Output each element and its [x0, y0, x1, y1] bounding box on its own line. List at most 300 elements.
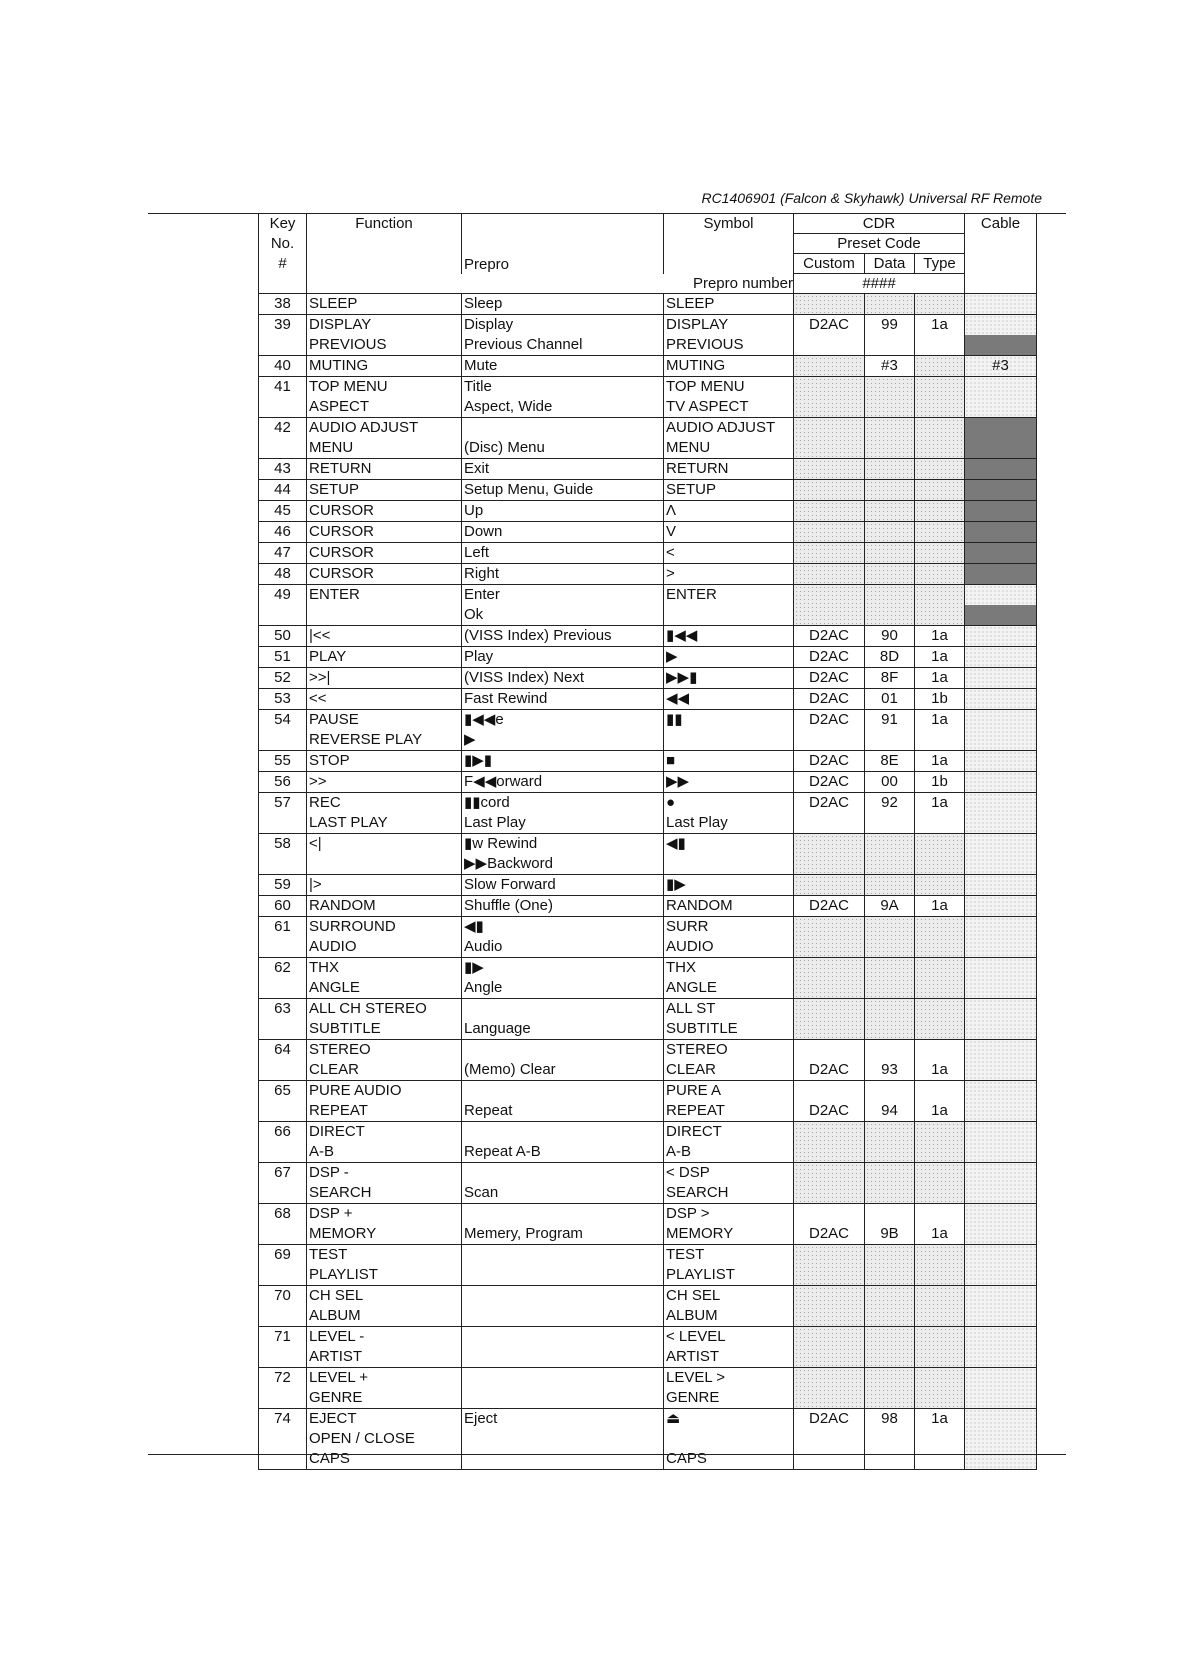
prepro-cell: [462, 1368, 664, 1409]
data-code-cell: 00: [865, 772, 915, 793]
function-cell: |>: [307, 875, 462, 896]
header-row-4: [259, 274, 1037, 294]
data-code-cell: [865, 1327, 915, 1368]
custom-code-cell: [794, 1327, 865, 1368]
symbol-cell: RETURN: [664, 459, 794, 480]
type-code-cell: [915, 377, 965, 418]
key-number-cell: 59: [259, 875, 307, 896]
data-code-cell: [865, 1163, 915, 1204]
table-row: [259, 522, 1037, 543]
table-row: [259, 501, 1037, 522]
symbol-cell: V: [664, 522, 794, 543]
custom-code-cell: [794, 543, 865, 564]
function-cell: REC LAST PLAY: [307, 793, 462, 834]
data-code-cell: [865, 501, 915, 522]
type-code-cell: [915, 1286, 965, 1327]
table-row: [259, 626, 1037, 647]
function-cell: DSP - SEARCH: [307, 1163, 462, 1204]
symbol-cell: ■: [664, 751, 794, 772]
symbol-cell: ▮▶: [664, 875, 794, 896]
key-number-cell: 65: [259, 1081, 307, 1122]
function-cell: EJECT OPEN / CLOSE CAPS: [307, 1409, 462, 1470]
custom-code-cell: [794, 834, 865, 875]
function-cell: PAUSE REVERSE PLAY: [307, 710, 462, 751]
table-row: [259, 1081, 1037, 1122]
type-code-cell: [915, 834, 965, 875]
data-code-cell: [865, 1286, 915, 1327]
prepro-cell: ◀▮ Audio: [462, 917, 664, 958]
table-row: [259, 834, 1037, 875]
function-cell: DSP + MEMORY: [307, 1204, 462, 1245]
custom-code-cell: D2AC: [794, 772, 865, 793]
key-number-cell: 58: [259, 834, 307, 875]
table-row: [259, 356, 1037, 377]
key-number-cell: 70: [259, 1286, 307, 1327]
data-code-cell: [865, 543, 915, 564]
function-cell: >>|: [307, 668, 462, 689]
symbol-cell: ▶▶▮: [664, 668, 794, 689]
key-number-cell: 46: [259, 522, 307, 543]
cable-cell: [965, 480, 1037, 501]
symbol-cell: SETUP: [664, 480, 794, 501]
table-row: [259, 315, 1037, 356]
function-cell: CURSOR: [307, 501, 462, 522]
cable-cell: #3: [965, 356, 1037, 377]
type-code-cell: 1b: [915, 689, 965, 710]
symbol-cell: THX ANGLE: [664, 958, 794, 999]
type-code-cell: [915, 356, 965, 377]
table-row: [259, 1245, 1037, 1286]
symbol-header: Symbol: [664, 214, 794, 274]
custom-code-cell: [794, 585, 865, 626]
symbol-cell: ▶▶: [664, 772, 794, 793]
prepro-cell: Down: [462, 522, 664, 543]
cable-cell: [965, 793, 1037, 834]
function-cell: RETURN: [307, 459, 462, 480]
type-header: Type: [915, 254, 965, 274]
function-cell: STOP: [307, 751, 462, 772]
data-code-cell: [865, 1245, 915, 1286]
key-number-cell: 52: [259, 668, 307, 689]
function-cell: ENTER: [307, 585, 462, 626]
custom-code-cell: [794, 958, 865, 999]
cable-cell: [965, 834, 1037, 875]
type-code-cell: [915, 1368, 965, 1409]
function-cell: DISPLAY PREVIOUS: [307, 315, 462, 356]
prepro-cell: Memery, Program: [462, 1204, 664, 1245]
prepro-cell: (Memo) Clear: [462, 1040, 664, 1081]
symbol-cell: SURR AUDIO: [664, 917, 794, 958]
key-number-cell: 43: [259, 459, 307, 480]
key-number-cell: 44: [259, 480, 307, 501]
prepro-cell: Exit: [462, 459, 664, 480]
data-code-cell: [865, 917, 915, 958]
function-cell: LEVEL - ARTIST: [307, 1327, 462, 1368]
cable-cell: [965, 377, 1037, 418]
key-number-cell: 63: [259, 999, 307, 1040]
data-code-cell: [865, 1368, 915, 1409]
type-code-cell: 1a: [915, 1040, 965, 1081]
cable-cell: [965, 772, 1037, 793]
custom-code-cell: D2AC: [794, 668, 865, 689]
table-row: [259, 917, 1037, 958]
cable-cell: [965, 917, 1037, 958]
key-number-cell: 61: [259, 917, 307, 958]
function-cell: AUDIO ADJUST MENU: [307, 418, 462, 459]
key-header: Key No. #: [259, 214, 307, 294]
function-cell: PURE AUDIO REPEAT: [307, 1081, 462, 1122]
symbol-cell: ▮▮: [664, 710, 794, 751]
prepro-cell: Mute: [462, 356, 664, 377]
type-code-cell: [915, 480, 965, 501]
table-row: [259, 689, 1037, 710]
type-code-cell: [915, 917, 965, 958]
key-number-cell: 45: [259, 501, 307, 522]
prepro-cell: (VISS Index) Previous: [462, 626, 664, 647]
prepro-cell: Language: [462, 999, 664, 1040]
prepro-cell: Right: [462, 564, 664, 585]
custom-code-cell: [794, 501, 865, 522]
table-row: [259, 647, 1037, 668]
key-number-cell: 57: [259, 793, 307, 834]
symbol-cell: MUTING: [664, 356, 794, 377]
table-row: [259, 1040, 1037, 1081]
table-row: [259, 459, 1037, 480]
data-code-cell: 8F: [865, 668, 915, 689]
type-code-cell: 1a: [915, 1204, 965, 1245]
cable-cell: [965, 1327, 1037, 1368]
cable-cell: [965, 564, 1037, 585]
data-code-cell: [865, 875, 915, 896]
data-code-cell: [865, 480, 915, 501]
function-cell: ALL CH STEREO SUBTITLE: [307, 999, 462, 1040]
custom-code-cell: D2AC: [794, 710, 865, 751]
data-code-cell: 9B: [865, 1204, 915, 1245]
table-row: [259, 418, 1037, 459]
data-code-cell: [865, 1122, 915, 1163]
table-row: [259, 1204, 1037, 1245]
prepro-cell: ▮▶▮: [462, 751, 664, 772]
data-code-cell: [865, 522, 915, 543]
table-row: [259, 896, 1037, 917]
custom-header: Custom: [794, 254, 865, 274]
prepro-cell: Enter Ok: [462, 585, 664, 626]
table-row: [259, 1409, 1037, 1470]
cable-cell: [965, 999, 1037, 1040]
prepro-cell: Up: [462, 501, 664, 522]
function-cell: SURROUND AUDIO: [307, 917, 462, 958]
custom-code-cell: [794, 1245, 865, 1286]
type-code-cell: [915, 958, 965, 999]
table-row: [259, 772, 1037, 793]
type-code-cell: 1a: [915, 315, 965, 356]
type-code-cell: [915, 522, 965, 543]
prepro-cell: ▮▮cord Last Play: [462, 793, 664, 834]
key-number-cell: 55: [259, 751, 307, 772]
key-number-cell: 42: [259, 418, 307, 459]
symbol-cell: ◀◀: [664, 689, 794, 710]
symbol-cell: DISPLAY PREVIOUS: [664, 315, 794, 356]
symbol-cell: ● Last Play: [664, 793, 794, 834]
table-row: [259, 564, 1037, 585]
function-cell: CURSOR: [307, 522, 462, 543]
custom-code-cell: D2AC: [794, 626, 865, 647]
function-cell: SLEEP: [307, 294, 462, 315]
key-number-cell: 66: [259, 1122, 307, 1163]
key-number-cell: 62: [259, 958, 307, 999]
symbol-cell: ALL ST SUBTITLE: [664, 999, 794, 1040]
symbol-cell: SLEEP: [664, 294, 794, 315]
symbol-cell: DSP > MEMORY: [664, 1204, 794, 1245]
type-code-cell: 1a: [915, 1081, 965, 1122]
function-cell: TOP MENU ASPECT: [307, 377, 462, 418]
function-cell: LEVEL + GENRE: [307, 1368, 462, 1409]
data-code-cell: 98: [865, 1409, 915, 1470]
key-number-cell: 39: [259, 315, 307, 356]
type-code-cell: 1b: [915, 772, 965, 793]
type-code-cell: 1a: [915, 793, 965, 834]
prepro-cell: ▮w Rewind ▶▶Backword: [462, 834, 664, 875]
type-code-cell: 1a: [915, 751, 965, 772]
function-cell: |<<: [307, 626, 462, 647]
cable-cell: [965, 689, 1037, 710]
custom-code-cell: [794, 294, 865, 315]
custom-code-cell: [794, 1286, 865, 1327]
data-code-cell: [865, 418, 915, 459]
prepro-cell: Repeat A-B: [462, 1122, 664, 1163]
cable-cell: [965, 501, 1037, 522]
key-number-cell: 38: [259, 294, 307, 315]
type-code-cell: 1a: [915, 647, 965, 668]
custom-code-cell: D2AC: [794, 647, 865, 668]
type-code-cell: 1a: [915, 668, 965, 689]
custom-code-cell: D2AC: [794, 896, 865, 917]
key-number-cell: 53: [259, 689, 307, 710]
function-cell: PLAY: [307, 647, 462, 668]
key-number-cell: 71: [259, 1327, 307, 1368]
prepro-cell: (VISS Index) Next: [462, 668, 664, 689]
cable-cell: [965, 626, 1037, 647]
data-code-cell: [865, 999, 915, 1040]
custom-code-cell: D2AC: [794, 689, 865, 710]
cable-cell: [965, 585, 1037, 626]
type-code-cell: [915, 564, 965, 585]
symbol-cell: AUDIO ADJUST MENU: [664, 418, 794, 459]
cable-cell: [965, 1122, 1037, 1163]
data-code-cell: 94: [865, 1081, 915, 1122]
symbol-cell: STEREO CLEAR: [664, 1040, 794, 1081]
table-row: [259, 543, 1037, 564]
table-row: [259, 585, 1037, 626]
type-code-cell: [915, 1327, 965, 1368]
data-code-cell: [865, 585, 915, 626]
prepro-cell: F◀◀orward: [462, 772, 664, 793]
data-code-cell: 01: [865, 689, 915, 710]
table-row: [259, 875, 1037, 896]
cable-cell: [965, 647, 1037, 668]
key-number-cell: 68: [259, 1204, 307, 1245]
custom-code-cell: [794, 522, 865, 543]
data-code-cell: [865, 459, 915, 480]
custom-code-cell: [794, 418, 865, 459]
cable-header: Cable: [965, 214, 1037, 294]
cable-cell: [965, 543, 1037, 564]
type-code-cell: [915, 418, 965, 459]
data-code-cell: [865, 564, 915, 585]
key-number-cell: 56: [259, 772, 307, 793]
custom-code-cell: [794, 564, 865, 585]
custom-code-cell: [794, 480, 865, 501]
key-number-cell: 49: [259, 585, 307, 626]
function-cell: RANDOM: [307, 896, 462, 917]
key-number-cell: 69: [259, 1245, 307, 1286]
prepro-number-header: Prepro number: [307, 274, 794, 294]
cable-cell: [965, 896, 1037, 917]
cable-cell: [965, 1409, 1037, 1470]
cable-cell: [965, 418, 1037, 459]
data-code-cell: 92: [865, 793, 915, 834]
prepro-cell: Repeat: [462, 1081, 664, 1122]
key-number-cell: 48: [259, 564, 307, 585]
prepro-cell: [462, 1327, 664, 1368]
table-row: [259, 668, 1037, 689]
symbol-cell: TEST PLAYLIST: [664, 1245, 794, 1286]
table-row: [259, 1286, 1037, 1327]
prepro-cell: Scan: [462, 1163, 664, 1204]
table-row: [259, 958, 1037, 999]
custom-code-cell: D2AC: [794, 793, 865, 834]
prepro-cell: [462, 1286, 664, 1327]
header-row-1: [259, 214, 1037, 234]
symbol-cell: CH SEL ALBUM: [664, 1286, 794, 1327]
document-title: RC1406901 (Falcon & Skyhawk) Universal RF Remote: [701, 190, 1042, 206]
type-code-cell: [915, 1122, 965, 1163]
table-row: [259, 999, 1037, 1040]
function-cell: CH SEL ALBUM: [307, 1286, 462, 1327]
custom-code-cell: D2AC: [794, 1040, 865, 1081]
type-code-cell: [915, 1245, 965, 1286]
data-code-cell: 99: [865, 315, 915, 356]
custom-code-cell: [794, 1163, 865, 1204]
symbol-cell: PURE A REPEAT: [664, 1081, 794, 1122]
remote-code-table: [258, 213, 1037, 1470]
key-number-cell: 72: [259, 1368, 307, 1409]
prepro-cell: Slow Forward: [462, 875, 664, 896]
data-code-cell: 8D: [865, 647, 915, 668]
key-number-cell: 47: [259, 543, 307, 564]
cdr-header: CDR: [794, 214, 965, 234]
table-row: [259, 1368, 1037, 1409]
function-cell: THX ANGLE: [307, 958, 462, 999]
type-code-cell: 1a: [915, 1409, 965, 1470]
table-row: [259, 377, 1037, 418]
key-number-cell: 51: [259, 647, 307, 668]
custom-code-cell: [794, 356, 865, 377]
type-code-cell: [915, 585, 965, 626]
symbol-cell: < LEVEL ARTIST: [664, 1327, 794, 1368]
prepro-cell: ▮▶ Angle: [462, 958, 664, 999]
cable-cell: [965, 958, 1037, 999]
function-cell: >>: [307, 772, 462, 793]
key-number-cell: 54: [259, 710, 307, 751]
type-code-cell: 1a: [915, 710, 965, 751]
data-code-cell: [865, 294, 915, 315]
custom-code-cell: D2AC: [794, 1204, 865, 1245]
table-row: [259, 751, 1037, 772]
function-cell: TEST PLAYLIST: [307, 1245, 462, 1286]
data-code-cell: 91: [865, 710, 915, 751]
custom-code-cell: D2AC: [794, 751, 865, 772]
data-code-cell: 8E: [865, 751, 915, 772]
custom-code-cell: [794, 1368, 865, 1409]
symbol-cell: RANDOM: [664, 896, 794, 917]
data-code-cell: 90: [865, 626, 915, 647]
prepro-cell: Display Previous Channel: [462, 315, 664, 356]
custom-code-cell: [794, 875, 865, 896]
symbol-cell: < DSP SEARCH: [664, 1163, 794, 1204]
symbol-cell: ◀▮: [664, 834, 794, 875]
table-row: [259, 1122, 1037, 1163]
symbol-cell: ⏏ CAPS: [664, 1409, 794, 1470]
data-code-cell: [865, 834, 915, 875]
cable-cell: [965, 668, 1037, 689]
table-row: [259, 1163, 1037, 1204]
prepro-cell: Fast Rewind: [462, 689, 664, 710]
preset-code-header: Preset Code: [794, 234, 965, 254]
type-code-cell: [915, 875, 965, 896]
cable-cell: [965, 1245, 1037, 1286]
function-cell: CURSOR: [307, 543, 462, 564]
prepro-cell: (Disc) Menu: [462, 418, 664, 459]
custom-code-cell: D2AC: [794, 1081, 865, 1122]
key-number-cell: 60: [259, 896, 307, 917]
type-code-cell: [915, 459, 965, 480]
function-cell: MUTING: [307, 356, 462, 377]
cable-cell: [965, 1163, 1037, 1204]
table-row: [259, 294, 1037, 315]
cable-cell: [965, 1081, 1037, 1122]
prepro-cell: Sleep: [462, 294, 664, 315]
bottom-rule: [148, 1454, 1066, 1455]
prepro-cell: Title Aspect, Wide: [462, 377, 664, 418]
key-number-cell: 74: [259, 1409, 307, 1470]
table-body: [259, 294, 1037, 1470]
data-header: Data: [865, 254, 915, 274]
cable-cell: [965, 1040, 1037, 1081]
table-row: [259, 793, 1037, 834]
type-code-cell: [915, 294, 965, 315]
function-cell: <<: [307, 689, 462, 710]
prepro-header: Prepro: [462, 214, 664, 274]
custom-code-cell: [794, 1122, 865, 1163]
function-cell: STEREO CLEAR: [307, 1040, 462, 1081]
type-code-cell: 1a: [915, 896, 965, 917]
cable-cell: [965, 710, 1037, 751]
symbol-cell: LEVEL > GENRE: [664, 1368, 794, 1409]
cable-cell: [965, 1204, 1037, 1245]
table-row: [259, 480, 1037, 501]
type-code-cell: [915, 543, 965, 564]
hash-header: ####: [794, 274, 965, 294]
function-cell: SETUP: [307, 480, 462, 501]
custom-code-cell: [794, 459, 865, 480]
prepro-cell: Left: [462, 543, 664, 564]
prepro-cell: Eject: [462, 1409, 664, 1470]
symbol-cell: ▮◀◀: [664, 626, 794, 647]
data-code-cell: 93: [865, 1040, 915, 1081]
symbol-cell: Λ: [664, 501, 794, 522]
cable-cell: [965, 459, 1037, 480]
